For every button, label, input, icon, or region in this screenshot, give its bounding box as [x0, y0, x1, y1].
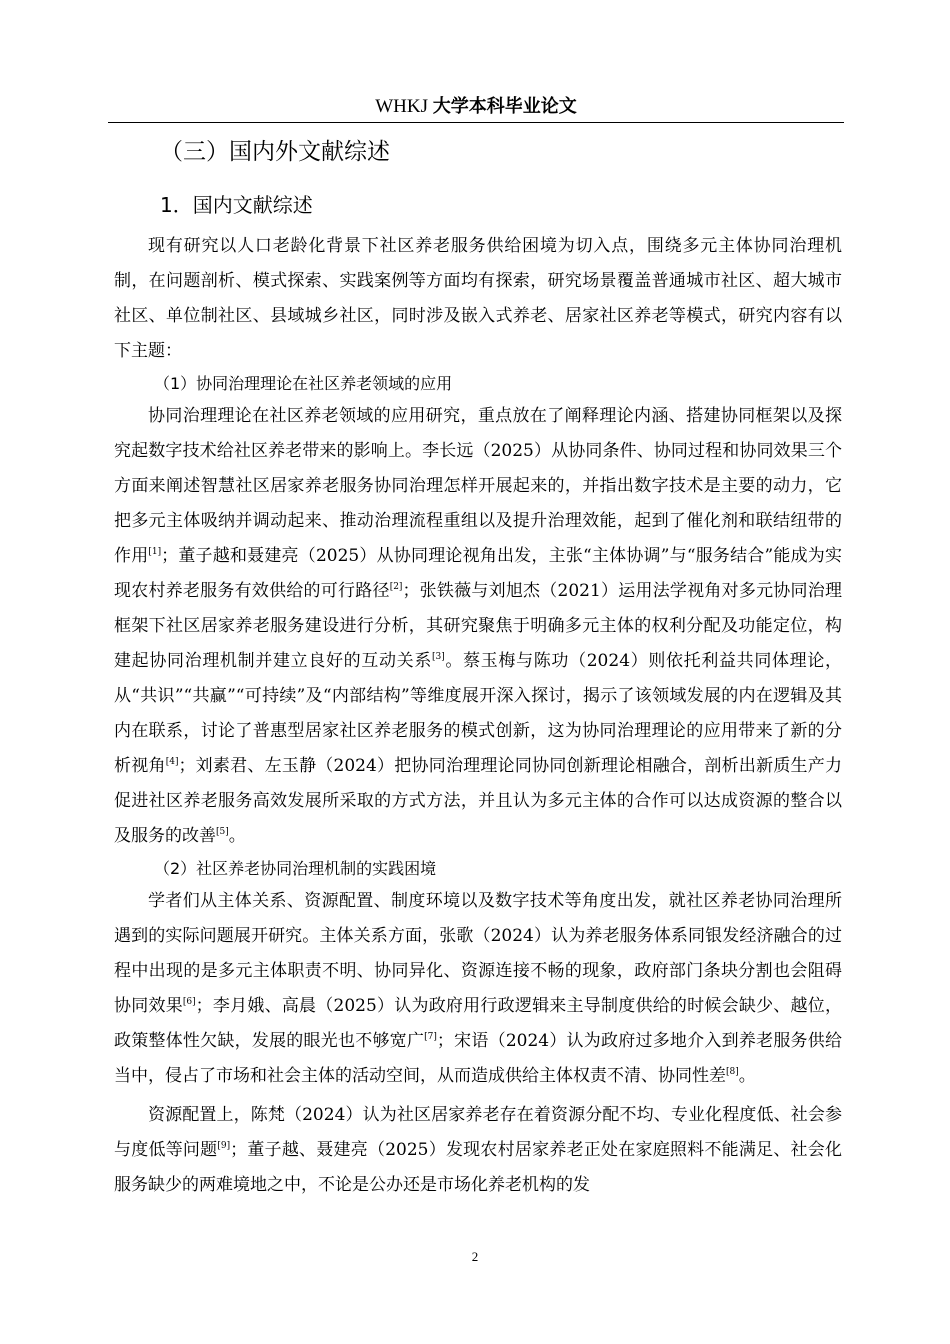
citation-ref: [4]	[165, 757, 179, 767]
text-segment: 。	[228, 826, 246, 846]
text-segment: ；董子越、聂建亮（2025）发现农村居家养老正处在家庭照料不能满足、社会化服务缺少的两难境地之中，不论是公办还是市场化养老机构的发	[114, 1140, 843, 1195]
page-number: 2	[471, 1249, 479, 1264]
text-segment: 协同治理理论在社区养老领域的应用研究，重点放在了阐释理论内涵、搭建协同框架以及探究起数字技术给社区养老带来的影响上。李长远（2025）从协同条件、协同过程和协同效果三个方面来阐述智慧社区居家养老服务协同治理怎样开展起来的，并指出数字技术是主要的动力，它把多元主体吸纳并调动起来、推动治理流程重组以及提升治理效能，起到了催化剂和联结纽带的作用	[114, 406, 842, 566]
header-divider	[108, 122, 844, 123]
text-segment: ；李月娥、高晨（2025）认为政府用行政逻辑来主导制度供给的时候会缺少、越位，政策整体性欠缺，发展的眼光也不够宽广	[114, 996, 842, 1051]
paragraph-theory	[114, 399, 842, 854]
paragraph-resources	[114, 1098, 842, 1203]
text-segment: 。	[738, 1066, 756, 1086]
citation-ref: [8]	[726, 1067, 739, 1077]
sub-heading-2: （2）社区养老协同治理机制的实践困境	[154, 859, 437, 878]
text-segment: ；张铁薇与刘旭杰（2021）运用法学视角对多元协同治理框架下社区居家养老服务建设进行分析，其研究聚焦于明确多元主体的权利分配及功能定位，构建起协同治理机制并建立良好的互动关系	[114, 581, 842, 671]
citation-ref: [2]	[389, 582, 403, 592]
citation-ref: [5]	[216, 827, 229, 837]
header-school-code: WHKJ	[375, 96, 429, 117]
section-heading: （三）国内外文献综述	[160, 139, 390, 165]
citation-ref: [9]	[217, 1141, 231, 1151]
text-segment: 学者们从主体关系、资源配置、制度环境以及数字技术等角度出发，就社区养老协同治理所遇到的实际问题展开研究。主体关系方面，张歌（2024）认为养老服务体系同银发经济融合的过程中出现的是多元主体职责不明、协同异化、资源连接不畅的现象，政府部门条块分割也会阻碍协同效果	[114, 891, 842, 1016]
citation-ref: [1]	[148, 547, 162, 557]
subsection-heading: 1．国内文献综述	[160, 193, 313, 217]
text-segment: ；刘素君、左玉静（2024）把协同治理理论同协同创新理论相融合，剖析出新质生产力促进社区养老服务高效发展所采取的方式方法，并且认为多元主体的合作可以达成资源的整合以及服务的改善	[114, 756, 843, 846]
paragraph-dilemma	[114, 884, 842, 1094]
header-title: 大学本科毕业论文	[432, 96, 577, 117]
text-segment: 资源配置上，陈梵（2024）认为社区居家养老存在着资源分配不均、专业化程度低、社会参与度低等问题	[114, 1105, 842, 1160]
text-segment: ；董子越和聂建亮（2025）从协同理论视角出发，主张“主体协调”与“服务结合”能成为实现农村养老服务有效供给的可行路径	[114, 546, 842, 601]
text-segment: ；宋语（2024）认为政府过多地介入到养老服务供给当中，侵占了市场和社会主体的活动空间，从而造成供给主体权责不清、协同性差	[114, 1031, 843, 1086]
running-header	[108, 94, 844, 120]
text-segment: 。蔡玉梅与陈功（2024）则依托利益共同体理论，从“共识”“共赢”“可持续”及“内部结构”等维度展开深入探讨，揭示了该领域发展的内在逻辑及其内在联系，讨论了普惠型居家社区养老服务的模式创新，这为协同治理理论的应用带来了新的分析视角	[114, 651, 843, 776]
citation-ref: [7]	[424, 1032, 437, 1042]
sub-heading-1: （1）协同治理理论在社区养老领域的应用	[154, 374, 453, 393]
body-text	[114, 229, 842, 1203]
citation-ref: [3]	[432, 652, 445, 662]
citation-ref: [6]	[182, 997, 196, 1007]
paragraph-intro: 现有研究以人口老龄化背景下社区养老服务供给困境为切入点，围绕多元主体协同治理机制，在问题剖析、模式探索、实践案例等方面均有探索，研究场景覆盖普通城市社区、超大城市社区、单位制社区、县域城乡社区，同时涉及嵌入式养老、居家社区养老等模式，研究内容有以下主题：	[114, 236, 842, 361]
